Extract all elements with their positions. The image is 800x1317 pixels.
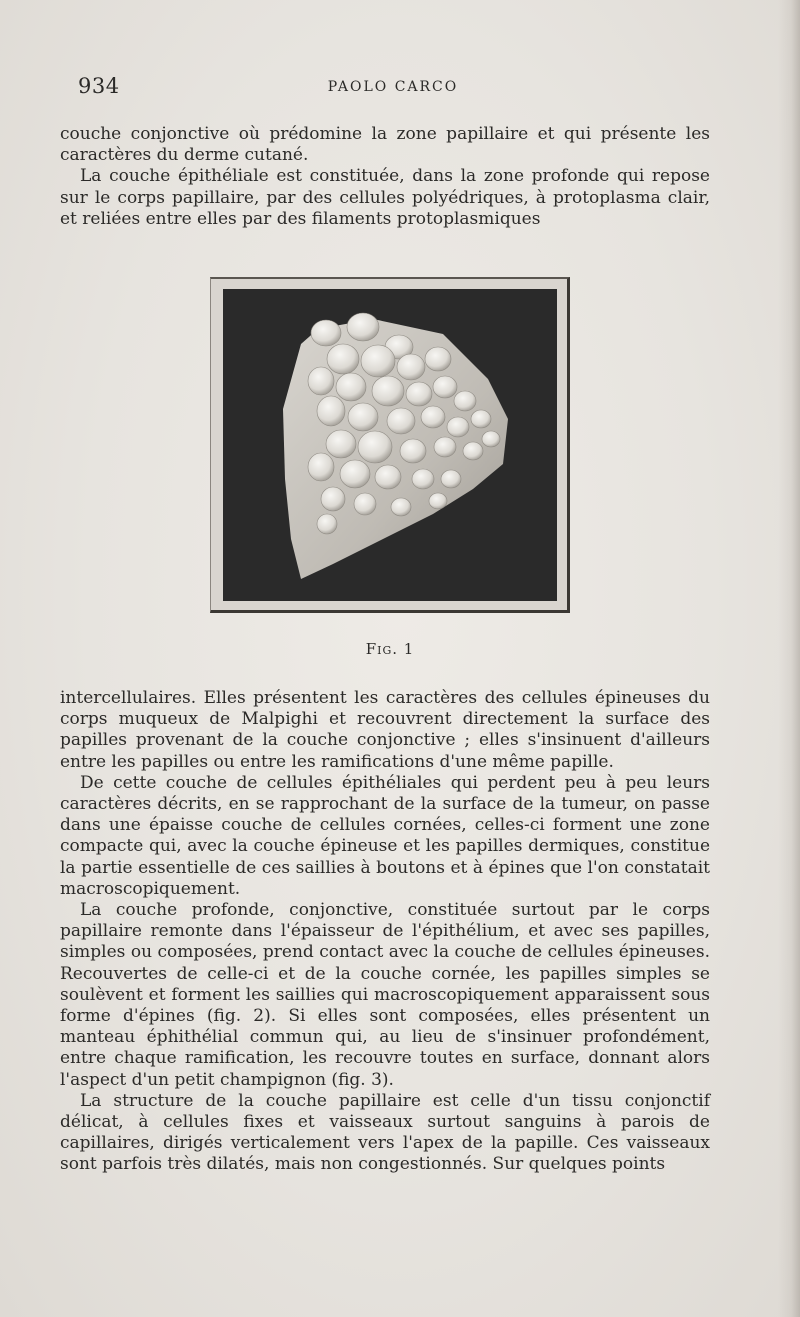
papilla-bump: [429, 493, 447, 509]
papilla-bump: [308, 453, 334, 481]
papilla-bump: [471, 410, 491, 428]
papilla-bump: [421, 406, 445, 428]
papilla-bump: [391, 498, 411, 516]
tumor-specimen-image: [223, 289, 557, 601]
page-edge-shadow: [778, 0, 800, 1317]
papilla-bump: [308, 367, 334, 395]
papilla-bump: [454, 391, 476, 411]
page-number: 934: [78, 74, 120, 98]
text-block-bottom: [60, 688, 710, 1176]
figure-1: [210, 277, 570, 613]
figure-caption: [0, 640, 780, 658]
paragraph: La couche profonde, conjonctive, constituée surtout par le corps papillaire remonte dans l'épaisseur de l'épithélium, et avec ses papilles, simples ou composées, prend contact avec la couche de cellules épineuses. Recouvertes de celle-ci et de la couche cornée, les papilles simples se soulèvent et forment les saillies qui macroscopiquement apparaissent sous forme d'épines (fig. 2). Si elles sont composées, elles présentent un manteau éphithélial commun qui, au lieu de s'insinuer profondément, entre chaque ramification, les recouvre toutes en surface, donnant alors l'aspect d'un petit champignon (fig. 3).: [60, 900, 710, 1090]
papilla-bump: [311, 320, 341, 346]
figure-photo: [223, 289, 557, 601]
paragraph: De cette couche de cellules épithéliales qui perdent peu à peu leurs caractères décrits, en se rapprochant de la surface de la tumeur, on passe dans une épaisse couche de cellules cornées, celles-ci forment une zone compacte qui, avec la couche épineuse et les papilles dermiques, constitue la partie essentielle de ces saillies à boutons et à épines que l'on constatait macroscopiquement.: [60, 772, 710, 899]
papilla-bump: [347, 313, 379, 341]
papilla-bump: [406, 382, 432, 406]
papilla-bump: [434, 437, 456, 457]
papilla-bump: [412, 469, 434, 489]
papilla-bump: [317, 396, 345, 426]
papilla-bump: [400, 439, 426, 463]
papilla-bump: [425, 347, 451, 371]
papilla-bump: [441, 470, 461, 488]
papilla-bump: [387, 408, 415, 434]
paragraph: intercellulaires. Elles présentent les caractères des cellules épineuses du corps muqueux de Malpighi et recouvrent directement la surface des papilles provenant de la couche conjonctive ; elles s'insinuent d'ailleurs entre les papilles ou entre les ramifications d'une même papille.: [60, 688, 710, 772]
papilla-bump: [433, 376, 457, 398]
papilla-bump: [397, 354, 425, 380]
papilla-bump: [354, 493, 376, 515]
paragraph: couche conjonctive où prédomine la zone papillaire et qui présente les caractères du derme cutané.: [60, 124, 710, 166]
papilla-bump: [336, 373, 366, 401]
papilla-bump: [463, 442, 483, 460]
running-head: PAOLO CARCO: [327, 79, 459, 95]
page-header: [78, 74, 708, 104]
paragraph: La couche épithéliale est constituée, dans la zone profonde qui repose sur le corps papillaire, par des cellules polyédriques, à protoplasma clair, et reliées entre elles par des filaments protoplasmiques: [60, 166, 710, 229]
papilla-bump: [375, 465, 401, 489]
papilla-bump: [358, 431, 392, 463]
papilla-bump: [327, 344, 359, 374]
papilla-bump: [482, 431, 500, 447]
papilla-bump: [317, 514, 337, 534]
papilla-bump: [361, 345, 395, 377]
text-block-top: [60, 124, 710, 230]
papilla-bump: [321, 487, 345, 511]
papilla-bump: [372, 376, 404, 406]
papilla-bump: [447, 417, 469, 437]
paragraph: La structure de la couche papillaire est celle d'un tissu conjonctif délicat, à cellules fixes et vaisseaux surtout sanguins à parois de capillaires, dirigés verticalement vers l'apex de la papille. Ces vaisseaux sont parfois très dilatés, mais non congestionnés. Sur quelques points: [60, 1090, 710, 1175]
papilla-bump: [348, 403, 378, 431]
papilla-bump: [340, 460, 370, 488]
papilla-bump: [326, 430, 356, 458]
figure-caption-text: Fig. 1: [365, 640, 415, 658]
